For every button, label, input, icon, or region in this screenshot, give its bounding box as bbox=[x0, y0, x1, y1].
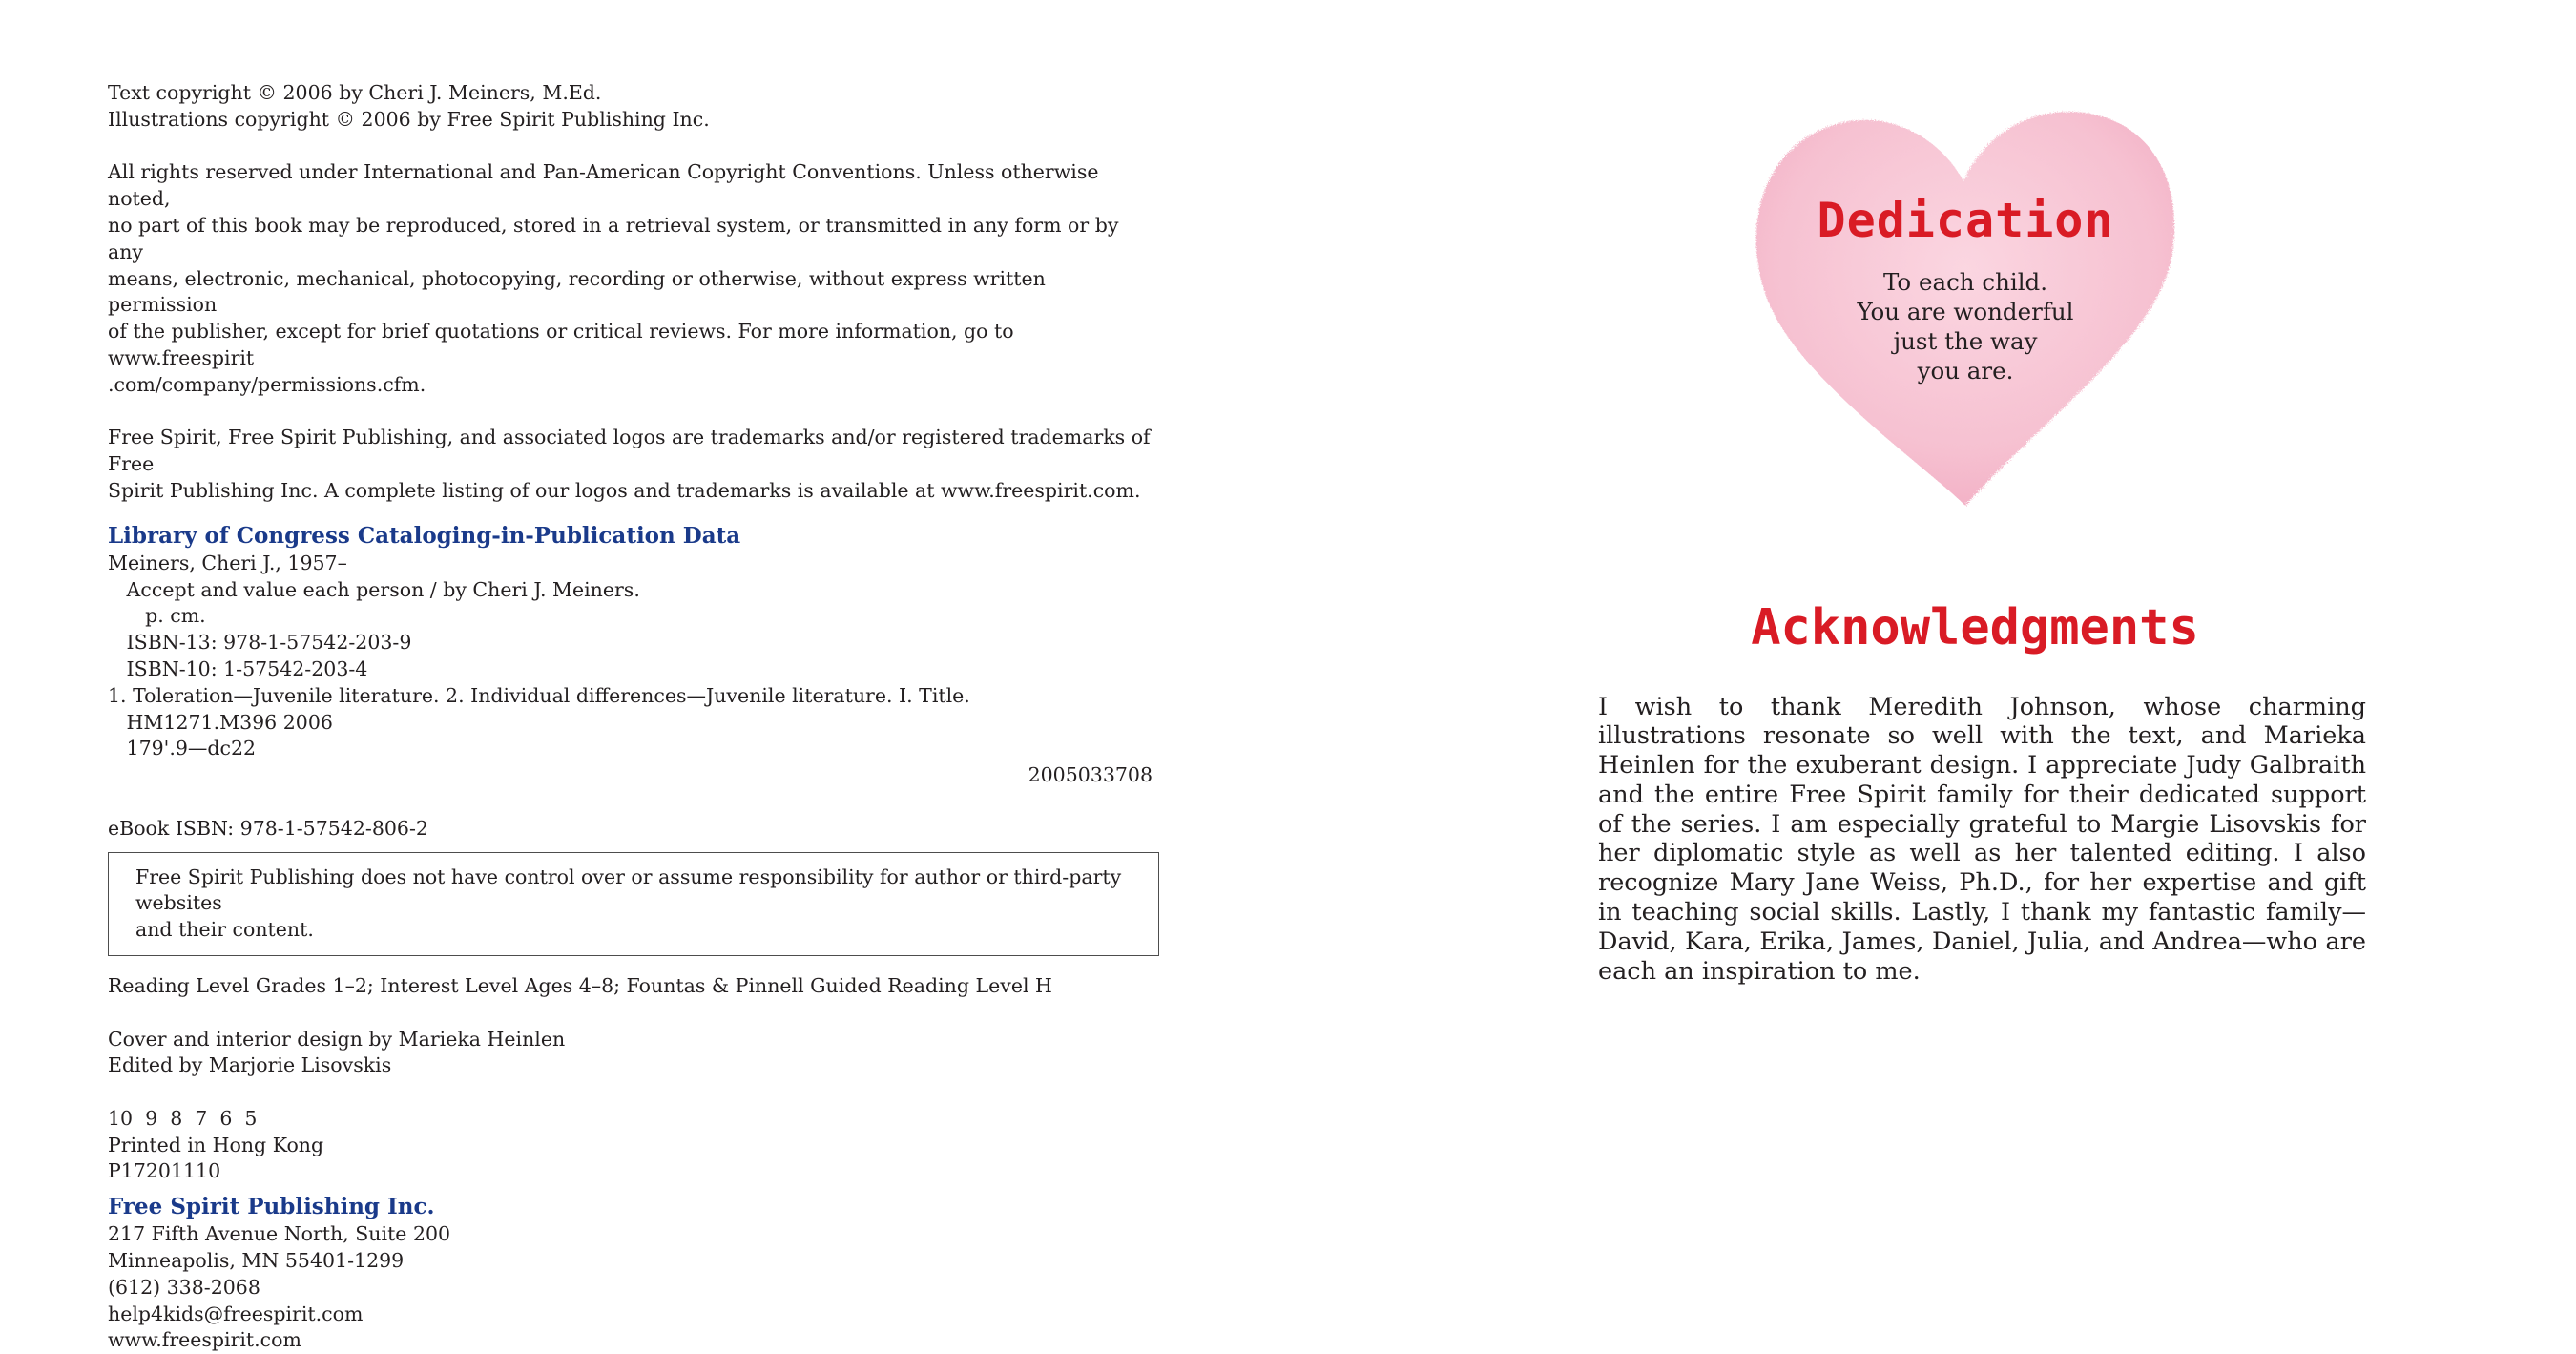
editor-credit: Edited by Marjorie Lisovskis bbox=[108, 1053, 392, 1077]
publisher-name: Free Spirit Publishing Inc. bbox=[108, 1194, 435, 1220]
printed-in: Printed in Hong Kong bbox=[108, 1133, 324, 1156]
ebook-isbn: eBook ISBN: 978-1-57542-806-2 bbox=[108, 816, 428, 840]
rights-line: All rights reserved under International and Pan-American Copyright Conventions. Unless otherwise noted, bbox=[108, 160, 1099, 211]
copyright-page bbox=[108, 80, 1157, 1354]
phone-number: (612) 338-2068 bbox=[108, 1275, 260, 1299]
cip-line: Meiners, Cheri J., 1957– bbox=[108, 551, 347, 574]
dedication-line: just the way bbox=[1893, 327, 2038, 355]
printing-code: P17201110 bbox=[108, 1159, 221, 1183]
rights-line: .com/company/permissions.cfm. bbox=[108, 372, 426, 396]
rights-paragraph bbox=[108, 159, 1157, 398]
trademark-line: Spirit Publishing Inc. A complete listing of our logos and trademarks is available at www.freespirit.com. bbox=[108, 478, 1141, 502]
cip-line: 1. Toleration—Juvenile literature. 2. Individual differences—Juvenile literature. I. Title. bbox=[108, 683, 970, 707]
notice-line: Free Spirit Publishing does not have control over or assume responsibility for author or third-party websites bbox=[135, 864, 1122, 915]
cip-line: ISBN-10: 1-57542-203-4 bbox=[108, 656, 368, 680]
illustrations-copyright: Illustrations copyright © 2006 by Free Spirit Publishing Inc. bbox=[108, 107, 710, 131]
email-address: help4kids@freespirit.com bbox=[108, 1302, 364, 1325]
dedication-title: Dedication bbox=[1817, 193, 2114, 248]
address-line: 217 Fifth Avenue North, Suite 200 bbox=[108, 1222, 451, 1246]
cip-line: 179'.9—dc22 bbox=[108, 737, 257, 760]
cip-block bbox=[108, 551, 1157, 789]
notice-line: and their content. bbox=[135, 918, 314, 942]
trademark-paragraph bbox=[108, 425, 1157, 504]
address-line: Minneapolis, MN 55401-1299 bbox=[108, 1249, 405, 1273]
rights-line: of the publisher, except for brief quotations or critical reviews. For more information, go to www.freespirit bbox=[108, 320, 1014, 369]
third-party-notice bbox=[108, 852, 1159, 956]
dedication-heart bbox=[1736, 105, 2194, 515]
cip-line: HM1271.M396 2006 bbox=[108, 710, 333, 734]
cip-line: Accept and value each person / by Cheri J. Meiners. bbox=[108, 577, 640, 601]
dedication-line: To each child. bbox=[1882, 268, 2047, 296]
acknowledgments-title: Acknowledgments bbox=[1751, 599, 2199, 656]
dedication-line: you are. bbox=[1917, 357, 2014, 385]
lccn-number: 2005033708 bbox=[1028, 763, 1153, 787]
acknowledgments-text: I wish to thank Meredith Johnson, whose charming illustrations resonate so well with the text, and Marieka Heinlen for the exuberant design. I appreciate Judy Galbraith and the entire Free Spirit family for their dedicated support of the series. I am especially grateful to Margie Lisovskis for her diplomatic style as well as her talented editing. I also recognize Mary Jane Weiss, Ph.D., for her expertise and gift in teaching social skills. Lastly, I thank my fantastic family—David, Kara, Erika, James, Daniel, Julia, and Andrea—who are each an inspiration to me. bbox=[1598, 692, 2366, 986]
dedication-line: You are wonderful bbox=[1857, 298, 2074, 325]
rights-line: means, electronic, mechanical, photocopying, recording or otherwise, without express written permission bbox=[108, 266, 1046, 317]
rights-line: no part of this book may be reproduced, stored in a retrieval system, or transmitted in any form or by any bbox=[108, 213, 1119, 263]
printing-number-line: 10 9 8 7 6 5 bbox=[108, 1106, 258, 1130]
cip-line: p. cm. bbox=[108, 604, 206, 628]
text-copyright: Text copyright © 2006 by Cheri J. Meiners, M.Ed. bbox=[108, 81, 602, 104]
cip-heading: Library of Congress Cataloging-in-Publication Data bbox=[108, 522, 741, 549]
trademark-line: Free Spirit, Free Spirit Publishing, and associated logos are trademarks and/or registered trademarks of Free bbox=[108, 426, 1151, 476]
cip-line: ISBN-13: 978-1-57542-203-9 bbox=[108, 631, 412, 655]
reading-level: Reading Level Grades 1–2; Interest Level Ages 4–8; Fountas & Pinnell Guided Reading Level H bbox=[108, 973, 1052, 997]
dedication-text bbox=[1736, 267, 2194, 385]
website-url: www.freespirit.com bbox=[108, 1328, 301, 1352]
design-credit: Cover and interior design by Marieka Heinlen bbox=[108, 1027, 566, 1051]
dedication-page bbox=[1527, 0, 2576, 1288]
